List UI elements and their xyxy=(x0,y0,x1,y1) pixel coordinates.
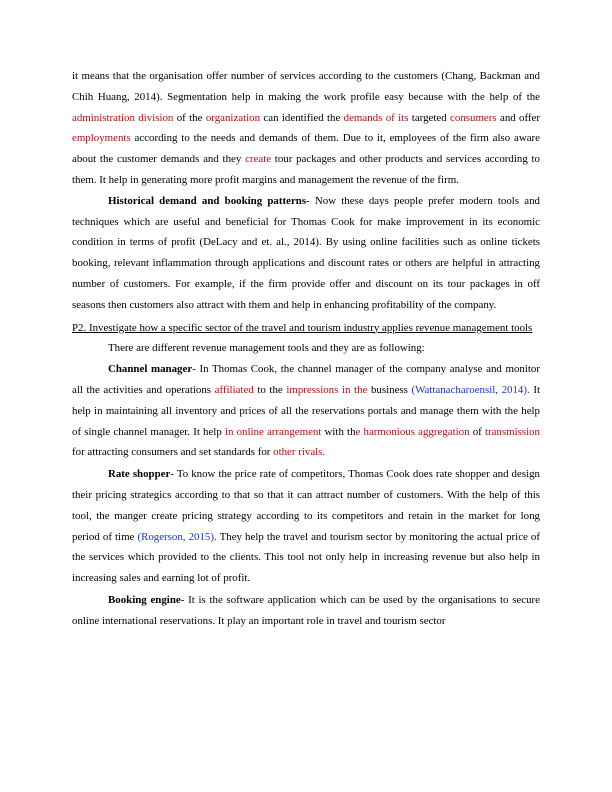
intro-line: There are different revenue management tools and they are as following: xyxy=(108,342,425,355)
paragraph-rate-shopper xyxy=(72,464,540,589)
paragraph-booking-engine xyxy=(72,590,540,632)
text-run: according to the needs and demands of them. Due to it, employees of the firm also aware about the customer demands and they xyxy=(72,132,540,166)
highlighted-text: administration division xyxy=(72,111,174,124)
text-run: - It is the software application which can be used by the organisations to secure online international reservations. It play an important role in travel and tourism sector xyxy=(72,593,541,627)
text-run: with th xyxy=(321,425,356,438)
paragraph-historical-demand xyxy=(72,191,540,316)
text-run: It help in maintaining all inventory and prices of all the reservations portals and manage them with the help of single channel manager. It help xyxy=(72,383,540,438)
paragraph-segmentation xyxy=(72,66,540,191)
section-heading-p2: P2. Investigate how a specific sector of the travel and tourism industry applies revenue management tools xyxy=(72,321,533,334)
highlighted-text: demands of its xyxy=(343,111,409,124)
highlighted-text: impressions in the xyxy=(286,383,368,396)
term-heading: Historical demand and booking patterns xyxy=(108,194,307,207)
text-run: it means that the organisation offer number of services according to the customers (Chang, Backman and Chih Huang, 2014). Segmentation help in making the work profile easy because with the help of the xyxy=(72,70,540,103)
highlighted-text: in online arrangement xyxy=(224,425,322,438)
paragraph-channel-manager xyxy=(72,359,540,463)
document-page xyxy=(72,66,540,632)
text-run: can identified the xyxy=(260,111,344,124)
highlighted-text: consumers xyxy=(450,111,497,124)
highlighted-text: e harmonious aggregation xyxy=(355,425,470,438)
text-run: - In Thomas Cook, the channel manager of the company analyse and monitor all the activities and operations xyxy=(72,363,540,396)
text-run: for attracting consumers and set standards for xyxy=(72,446,274,459)
text-run: of xyxy=(469,425,485,438)
text-run: They help the travel and tourism sector by monitoring the actual price of the services which provided to the clients. This tool not only help in increasing revenue but also help in increasing sales and earning lot of profit. xyxy=(72,530,541,585)
highlighted-text: employments xyxy=(72,132,131,145)
text-run: - Now these days people prefer modern tools and techniques which are useful and beneficial for Thomas Cook for make improvement in its economic condition in terms of profit (DeLacy and et. al., 2014). By using online facilities such as online tickets booking, relevant inflammation through applications and discount rates or others are helpful in attracting number of customers. For example, if the firm provide offer and discount on its tour packages in off seasons then customers also attract with them and help in enhancing profitability of the company. xyxy=(72,194,540,311)
text-run: targeted xyxy=(408,111,451,124)
term-heading: Rate shopper xyxy=(108,468,171,481)
term-heading: Booking engine xyxy=(108,593,181,606)
text-run: to the xyxy=(253,383,287,396)
text-run: of the xyxy=(173,111,206,124)
highlighted-text: organization xyxy=(205,111,261,124)
text-run: tour packages and other products and services according to them. It help in generating more profit margins and management the revenue of the firm. xyxy=(72,153,540,186)
citation: (Wattanacharoensil, 2014). xyxy=(411,383,530,396)
term-heading: Channel manager xyxy=(108,363,193,376)
citation: (Rogerson, 2015). xyxy=(137,530,217,543)
text-run: - To know the price rate of competitors, Thomas Cook does rate shopper and design their pricing strategics according to that so that it can attract number of customers. With the help of this tool, the manger create pricing strategy according to its competitors and retain in the market for long period of time xyxy=(72,468,540,543)
highlighted-text: create xyxy=(245,153,272,166)
highlighted-text: affiliated xyxy=(214,383,254,396)
highlighted-text: transmission xyxy=(484,425,540,438)
highlighted-text: other rivals. xyxy=(273,446,326,459)
text-run: business xyxy=(367,383,412,396)
text-run: and offer xyxy=(496,111,541,124)
